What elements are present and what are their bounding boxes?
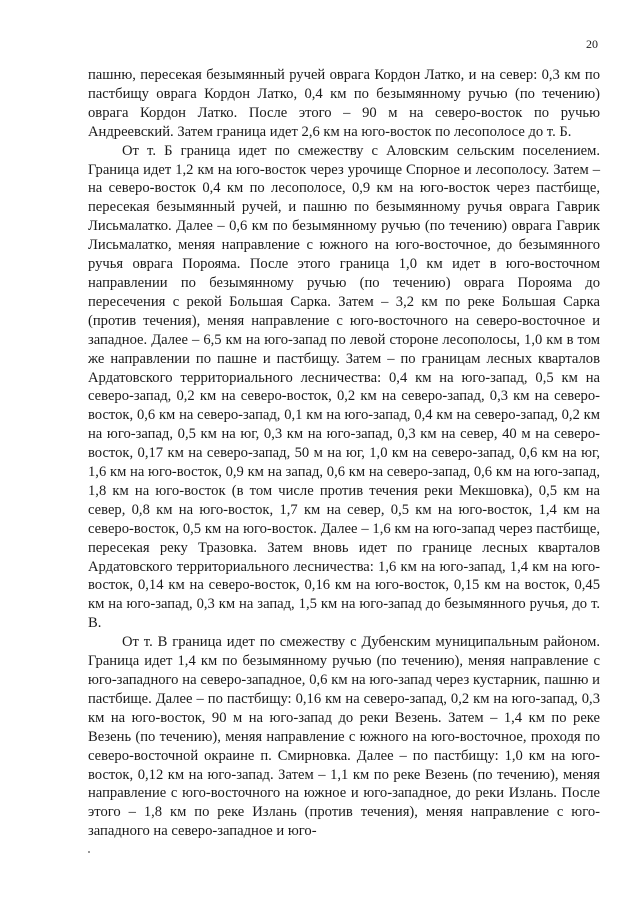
scan-speck [88,851,90,853]
page-number: 20 [586,37,598,51]
paragraph-continuation: пашню, пересекая безымянный ручей оврага Кордон Латко, и на север: 0,3 км по пастбищу оврага Кордон Латко, 0,4 км по безымянному ручью (по течению) оврага Кордон Латко. После этого – 90 м на северо-восток по ручью Андреевский. Затем граница идет 2,6 км на юго-восток по лесополосе до т. Б. [88,67,600,140]
paragraph-point-v: От т. В граница идет по смежеству с Дубенским муниципальным районом. Граница идет 1,4 км по безымянному ручью (по течению), меняя направление с юго-западного на северо-западное, 0,6 км на юго-запад через кустарник, пашню и пастбище. Далее – по пастбищу: 0,16 км на северо-запад, 0,2 км на юго-запад, 0,3 км на юго-восток, 90 м на юго-запад до реки Везень. Затем – 1,4 км по реке Везень (по течению), меняя направление с южного на юго-восточное, проходя по северо-восточной окраине п. Смирновка. Далее – по пастбищу: 1,0 км на юго-восток, 0,12 км на юго-запад. Затем – 1,1 км по реке Везень (по течению), меняя направление с юго-восточного на южное и юго-западное, до реки Излань. После этого – 1,8 км по реке Излань (против течения), меняя направление с юго-западного на северо-западное и юго- [88,634,600,840]
paragraph-point-b: От т. Б граница идет по смежеству с Аловским сельским поселением. Граница идет 1,2 км на юго-восток через урочище Спорное и лесополосу. Затем – на северо-восток 0,4 км по лесополосе, 0,9 км на юго-восток через пастбище, пересекая безымянный ручей, и пашню по безымянному ручья оврага Гаврик Лисьмалатко. Далее – 0,6 км по безымянному ручью (по течению) оврага Гаврик Лисьмалатко, меняя направление с южного на юго-восточное, до безымянного ручья оврага Порояма. После этого граница 1,0 км идет в юго-восточном направлении по безымянному ручью (по течению) оврага Порояма до пересечения с рекой Большая Сарка. Затем – 3,2 км по реке Большая Сарка (против течения), меняя направление с юго-восточного на северо-восточное и западное. Далее – 6,5 км на юго-запад по левой стороне лесополосы, 1,0 км в том же направлении по пашне и пастбищу. Затем – по границам лесных кварталов Ардатовского территориального лесничества: 0,4 км на юго-запад, 0,5 км на северо-запад, 0,2 км на северо-восток, 0,2 км на северо-запад, 0,3 км на северо-восток, 0,6 км на северо-запад, 0,1 км на юго-запад, 0,4 км на северо-запад, 0,2 км на юго-запад, 0,5 км на юг, 0,3 км на юго-запад, 0,3 км на север, 40 м на северо-восток, 0,17 км на северо-запад, 50 м на юг, 1,0 км на северо-запад, 0,6 км на юг, 1,6 км на юго-восток, 0,9 км на запад, 0,6 км на северо-запад, 0,6 км на юго-запад, 1,8 км на юго-восток (в том числе против течения реки Мекшовка), 0,5 км на север, 0,8 км на юго-восток, 1,7 км на север, 0,5 км на юго-восток, 1,4 км на северо-восток, 0,5 км на юго-восток. Далее – 1,6 км на юго-запад через пастбище, пересекая реку Тразовка. Затем вновь идет по границе лесных кварталов Ардатовского территориального лесничества: 1,6 км на юго-запад, 1,4 км на юго-восток, 0,14 км на северо-восток, 0,16 км на юго-восток, 0,15 км на восток, 0,45 км на юго-запад, 0,3 км на запад, 1,5 км на юго-запад до безымянного ручья, до т. В. [88,142,600,632]
document-body [88,66,600,841]
